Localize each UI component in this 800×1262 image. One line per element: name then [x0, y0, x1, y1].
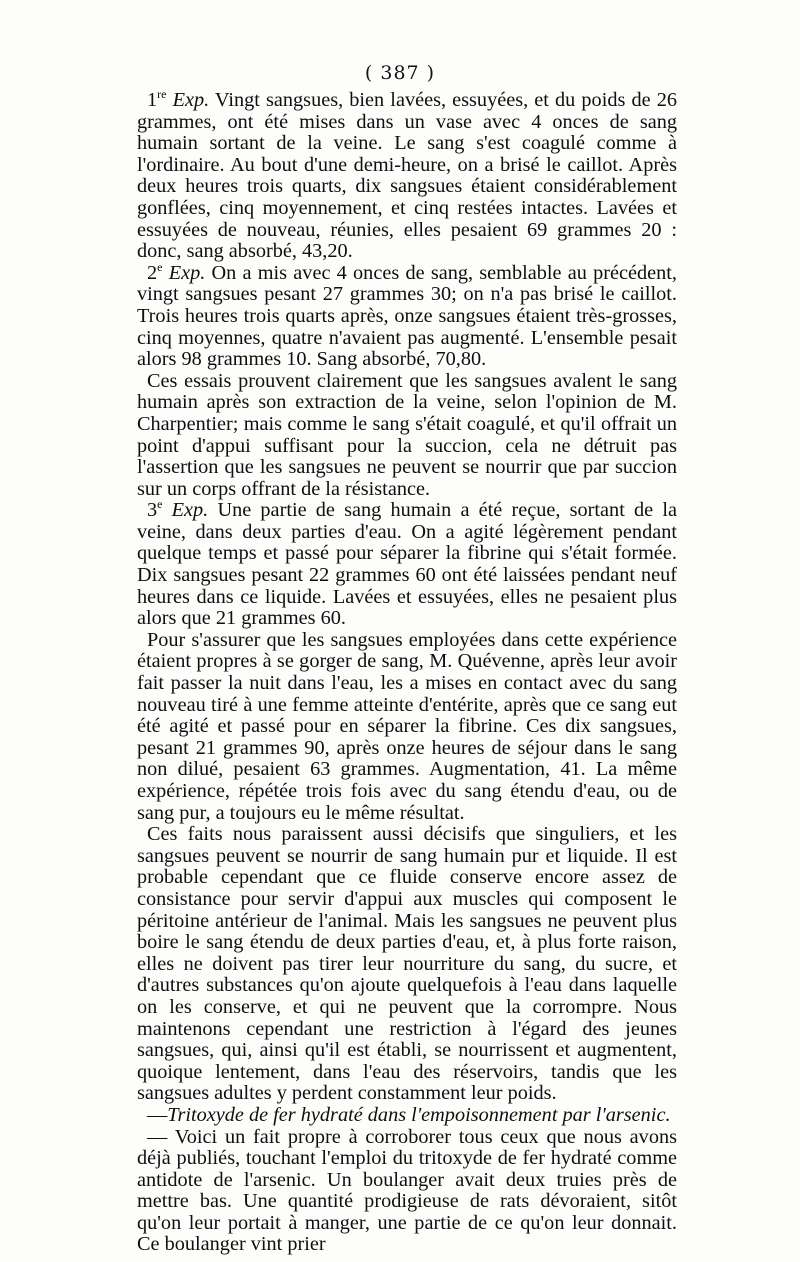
exp-ordinal: e: [157, 259, 163, 274]
paragraph-exp-3: [137, 497, 677, 630]
paragraph-exp-2: [137, 259, 677, 371]
paragraph-text: On a mis avec 4 onces de sang, semblable au précédent, vingt sangsues pesant 27 grammes 30; on n'a pas brisé le caillot. Trois heures trois quarts après, onze sangsues étaient très-grosses, cinq moyennes, quatre n'avaient pas augmenté. L'ensemble pesait alors 98 grammes 10. Sang absorbé, 70,80.: [137, 261, 677, 371]
paragraph-arsenic: — Voici un fait propre à corroborer tous ceux que nous avons déjà publiés, touchant l'emploi du tritoxyde de fer hydraté comme antidote de l'arsenic. Un boulanger avait deux truies près de mettre bas. Une quantité prodigieuse de rats dévoraient, sitôt qu'on leur portait à manger, une partie de ce qu'on leur donnait. Ce boulanger vint prier: [137, 1125, 677, 1256]
section-heading: [137, 1105, 677, 1127]
exp-ordinal: re: [157, 87, 167, 102]
heading-title: Tritoxyde de fer hydraté dans l'empoisonnement par l'arsenic.: [167, 1103, 671, 1126]
paragraph-text: Vingt sangsues, bien lavées, essuyées, et du poids de 26 grammes, ont été mises dans un vase avec 4 onces de sang humain sortant de la veine. Le sang s'est coagulé comme à l'ordinaire. Au bout d'une demi-heure, on a brisé le caillot. Après deux heures trois quarts, dix sangsues étaient considérablement gonflées, cinq moyennement, et cinq restées intactes. Lavées et essuyées de nouveau, réunies, elles pesaient 69 grammes 20 : donc, sang absorbé, 43,20.: [137, 89, 677, 263]
exp-number: 1: [147, 89, 158, 111]
exp-ordinal: e: [157, 497, 163, 512]
paragraph-quevenne: Pour s'assurer que les sangsues employées dans cette expérience étaient propres à se gorger de sang, M. Quévenne, après leur avoir fait passer la nuit dans l'eau, les a mises en contact avec du sang nouveau tiré à une femme atteinte d'entérite, après que ce sang eut été agité et passé pour en séparer la fibrine. Ces dix sangsues, pesant 21 grammes 90, après onze heures de séjour dans le sang non dilué, pesaient 63 grammes. Augmentation, 41. La même expérience, répétée trois fois avec du sang étendu d'eau, ou de sang pur, a toujours eu le même résultat.: [137, 628, 677, 824]
exp-number: 3: [147, 499, 158, 522]
heading-dash: —: [147, 1103, 168, 1126]
body-text: [137, 87, 677, 1256]
paragraph-text: Une partie de sang humain a été reçue, sortant de la veine, dans deux parties d'eau. On a agité légèrement pendant quelque temps et passé pour séparer la fibrine qui s'était formée. Dix sangsues pesant 22 grammes 60 ont été laissées pendant neuf heures dans ce liquide. Lavées et essuyées, elles ne pesaient plus alors que 21 grammes 60.: [137, 499, 677, 630]
exp-label: Exp.: [172, 89, 210, 111]
page-number: ( 387 ): [364, 62, 436, 84]
paragraph-exp-1: [137, 87, 677, 263]
exp-label: Exp.: [171, 499, 209, 522]
paragraph-conclusion-1: Ces essais prouvent clairement que les sangsues avalent le sang humain après son extraction de la veine, selon l'opinion de M. Charpentier; mais comme le sang s'était coagulé, et qu'il offrait un point d'appui suffisant pour la succion, cela ne détruit pas l'assertion que les sangsues ne peuvent se nourrir que par succion sur un corps offrant de la résistance.: [137, 369, 677, 500]
exp-label: Exp.: [168, 261, 206, 284]
paragraph-conclusion-2: Ces faits nous paraissent aussi décisifs que singuliers, et les sangsues peuvent se nourrir de sang humain pur et liquide. Il est probable cependant que ce fluide conserve encore assez de consistance pour servir d'appui aux muscles qui composent le péritoine antérieur de l'animal. Mais les sangsues ne peuvent plus boire le sang étendu de deux parties d'eau, et, à plus forte raison, elles ne doivent pas tirer leur nourriture du sang, du sucre, et d'autres substances qu'on ajoute quelquefois à l'eau dans laquelle on les conserve, et qui ne peuvent que la corrompre. Nous maintenons cependant une restriction à l'égard des jeunes sangsues, qui, ainsi qu'il est établi, se nourrissent et augmentent, quoique lentement, dans l'eau des réservoirs, tandis que les sangsues adultes y perdent constamment leur poids.: [137, 823, 677, 1105]
exp-number: 2: [147, 261, 158, 284]
